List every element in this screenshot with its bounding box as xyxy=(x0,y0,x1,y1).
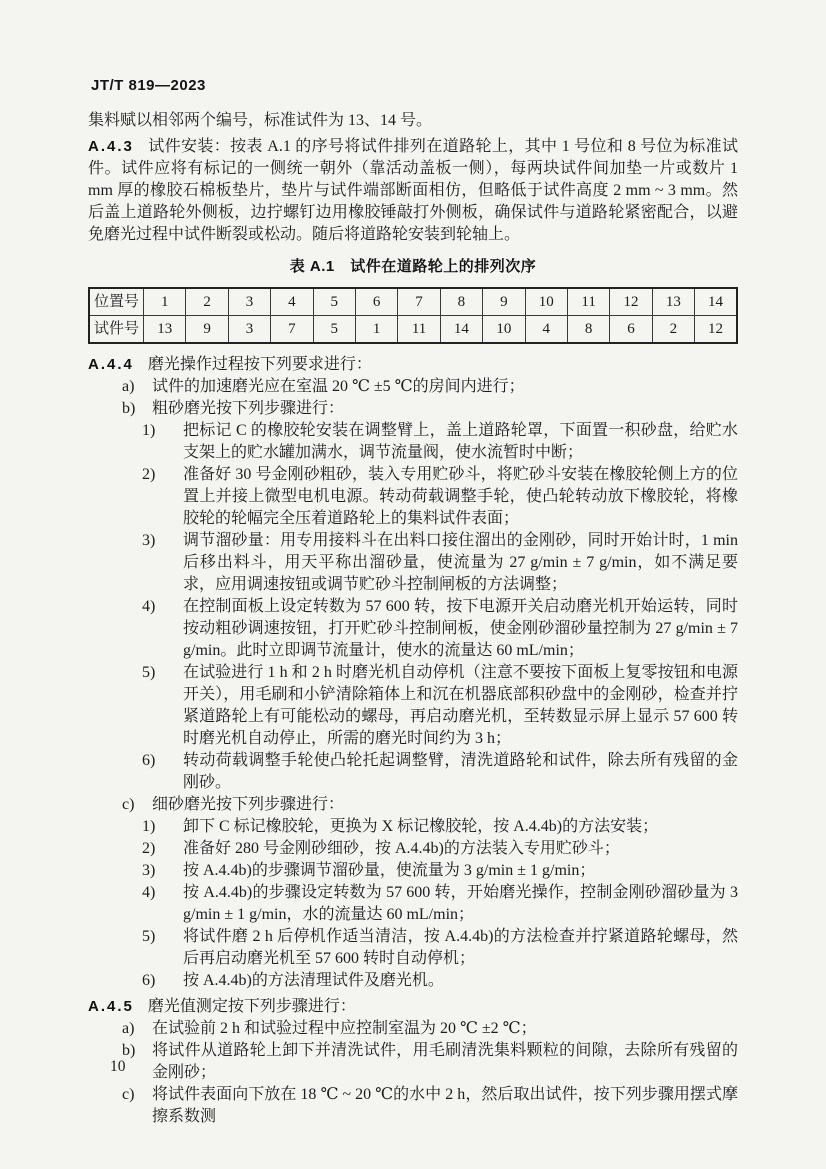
item-text: 转动荷载调整手轮使凸轮托起调整臂，清洗道路轮和试件，除去所有残留的金刚砂。 xyxy=(183,752,738,791)
table-cell: 14 xyxy=(695,288,737,316)
item-marker: 4) xyxy=(142,884,156,901)
clause-text: 试件安装：按表 A.1 的序号将试件排列在道路轮上，其中 1 号位和 8 号位为标准试件。试件应将有标记的一侧统一朝外（靠活动盖板一侧），每两块试件间加垫一片或数片 1 mm 厚的橡胶石棉板垫片，垫片与试件端部断面相仿，但略低于试件高度 2 mm ~ 3 mm。然后盖上道路轮外侧板，边拧螺钉边用橡胶锤敲打外侧板，确保试件与道路轮紧密配合，以避免磨光过程中试件断裂或松动。随后将道路轮安装到轮轴上。 xyxy=(88,138,738,243)
table-cell: 10 xyxy=(525,288,567,316)
table-cell: 10 xyxy=(483,316,525,344)
item-text: 按 A.4.4b)的步骤调节溜砂量，使流量为 3 g/min ± 1 g/min； xyxy=(183,862,596,879)
page-number: 10 xyxy=(110,1058,126,1075)
item-marker: a) xyxy=(122,378,135,395)
row-header-cell: 位置号 xyxy=(89,288,144,316)
table-cell: 1 xyxy=(144,288,186,316)
item-marker: 2) xyxy=(142,466,156,483)
item-marker: c) xyxy=(122,1086,135,1103)
item-text: 调节溜砂量：用专用接料斗在出料口接住溜出的金刚砂，同时开始计时，1 min 后移出料斗，用天平称出溜砂量，使流量为 27 g/min ± 7 g/min，如不满足要求，应用调速按钮或调节贮砂斗控制闸板的方法调整； xyxy=(183,532,738,593)
table-cell: 1 xyxy=(355,316,397,344)
item-marker: 5) xyxy=(142,928,156,945)
table-cell: 4 xyxy=(271,288,313,316)
step-item xyxy=(142,464,738,530)
item-marker: 1) xyxy=(142,818,156,835)
item-text: 将试件磨 2 h 后停机作适当清洁，按 A.4.4b)的方法检查并拧紧道路轮螺母，然后再启动磨光机至 57 600 转时自动停机； xyxy=(183,928,738,967)
table-cell: 7 xyxy=(398,288,440,316)
table-cell: 7 xyxy=(271,316,313,344)
table-row xyxy=(89,288,737,316)
table-cell: 6 xyxy=(610,316,652,344)
item-text: 细砂磨光按下列步骤进行： xyxy=(152,796,345,813)
table-cell: 6 xyxy=(355,288,397,316)
standard-number-header: JT/T 819—2023 xyxy=(91,77,206,94)
item-text: 准备好 280 号金刚砂细砂，按 A.4.4b)的方法装入专用贮砂斗； xyxy=(183,840,620,857)
item-marker: 3) xyxy=(142,532,156,549)
step-item xyxy=(142,926,738,970)
clause-text: 磨光值测定按下列步骤进行： xyxy=(147,998,356,1015)
table-cell: 3 xyxy=(228,316,270,344)
table-cell: 14 xyxy=(440,316,482,344)
step-item xyxy=(142,662,738,750)
step-item xyxy=(142,882,738,926)
step-item xyxy=(142,970,738,992)
clause-paragraph xyxy=(88,996,738,1018)
item-text: 按 A.4.4b)的步骤设定转数为 57 600 转，开始磨光操作，控制金刚砂溜砂量为 3 g/min ± 1 g/min，水的流量达 60 mL/min； xyxy=(183,884,738,923)
item-marker: 1) xyxy=(142,422,156,439)
item-text: 按 A.4.4b)的方法清理试件及磨光机。 xyxy=(183,972,444,989)
clause-number: A.4.3 xyxy=(88,138,134,155)
item-text: 卸下 C 标记橡胶轮，更换为 X 标记橡胶轮，按 A.4.4b)的方法安装； xyxy=(183,818,659,835)
list-item xyxy=(122,398,738,420)
item-text: 试件的加速磨光应在室温 20 ℃ ±5 ℃的房间内进行； xyxy=(152,378,525,395)
list-item xyxy=(122,1040,738,1084)
table-cell: 13 xyxy=(652,288,694,316)
table xyxy=(88,287,738,344)
item-text: 粗砂磨光按下列步骤进行： xyxy=(152,400,345,417)
step-item xyxy=(142,530,738,596)
step-item xyxy=(142,838,738,860)
table-cell: 13 xyxy=(144,316,186,344)
step-item xyxy=(142,420,738,464)
table-row xyxy=(89,316,737,344)
item-marker: 5) xyxy=(142,664,156,681)
item-marker: b) xyxy=(122,400,136,417)
item-marker: 4) xyxy=(142,598,156,615)
clause-paragraph xyxy=(88,136,738,246)
item-text: 在试验前 2 h 和试验过程中应控制室温为 20 ℃ ±2 ℃； xyxy=(152,1020,537,1037)
step-item xyxy=(142,860,738,882)
step-item xyxy=(142,816,738,838)
row-header-cell: 试件号 xyxy=(89,316,144,344)
list-item xyxy=(122,1018,738,1040)
table-cell: 3 xyxy=(228,288,270,316)
list-item xyxy=(122,794,738,816)
table-cell: 2 xyxy=(652,316,694,344)
step-item xyxy=(142,750,738,794)
table-cell: 12 xyxy=(610,288,652,316)
step-item xyxy=(142,596,738,662)
specimen-arrangement-table xyxy=(88,287,738,344)
item-text: 将试件从道路轮上卸下并清洗试件，用毛刷清洗集料颗粒的间隙，去除所有残留的金刚砂； xyxy=(152,1042,738,1081)
clause-paragraph xyxy=(88,354,738,376)
table-cell: 12 xyxy=(695,316,737,344)
item-text: 准备好 30 号金刚砂粗砂，装入专用贮砂斗，将贮砂斗安装在橡胶轮侧上方的位置上并接上微型电机电源。转动荷载调整手轮，使凸轮转动放下橡胶轮，将橡胶轮的轮幅完全压着道路轮上的集料试件表面； xyxy=(183,466,738,527)
table-cell: 9 xyxy=(483,288,525,316)
table-caption: 表 A.1 试件在道路轮上的排列次序 xyxy=(289,258,537,275)
table-cell: 11 xyxy=(567,288,609,316)
item-text: 把标记 C 的橡胶轮安装在调整臂上，盖上道路轮罩，下面置一积砂盘，给贮水支架上的贮水罐加满水，调节流量阀，使水流暂时中断； xyxy=(183,422,738,461)
item-marker: 6) xyxy=(142,972,156,989)
item-marker: 6) xyxy=(142,752,156,769)
item-marker: c) xyxy=(122,796,135,813)
list-item xyxy=(122,376,738,398)
item-text: 在控制面板上设定转数为 57 600 转，按下电源开关启动磨光机开始运转，同时按动粗砂调速按钮，打开贮砂斗控制闸板，使金刚砂溜砂量控制为 27 g/min ± 7 g/min。此时立即调节流量计，使水的流量达 60 mL/min； xyxy=(183,598,738,659)
table-cell: 5 xyxy=(313,316,355,344)
clause-number: A.4.4 xyxy=(88,356,134,373)
table-cell: 8 xyxy=(440,288,482,316)
item-text: 将试件表面向下放在 18 ℃ ~ 20 ℃的水中 2 h，然后取出试件，按下列步骤用摆式摩擦系数测 xyxy=(152,1086,738,1125)
list-item xyxy=(122,1084,738,1128)
item-text: 在试验进行 1 h 和 2 h 时磨光机自动停机（注意不要按下面板上复零按钮和电源开关），用毛刷和小铲清除箱体上和沉在机器底部积砂盘中的金刚砂，检查并拧紧道路轮上有可能松动的螺母，再启动磨光机，至转数显示屏上显示 57 600 转时磨光机自动停止，所需的磨光时间约为 3 h； xyxy=(183,664,738,747)
table-cell: 4 xyxy=(525,316,567,344)
table-cell: 8 xyxy=(567,316,609,344)
table-cell: 9 xyxy=(186,316,228,344)
table-cell: 5 xyxy=(313,288,355,316)
clause-text: 磨光操作过程按下列要求进行： xyxy=(147,356,372,373)
item-marker: a) xyxy=(122,1020,135,1037)
table-cell: 2 xyxy=(186,288,228,316)
item-marker: b) xyxy=(122,1042,136,1059)
intro-paragraph: 集料赋以相邻两个编号，标准试件为 13、14 号。 xyxy=(88,112,433,129)
item-marker: 3) xyxy=(142,862,156,879)
clause-number: A.4.5 xyxy=(88,998,134,1015)
content xyxy=(88,110,738,1128)
item-marker: 2) xyxy=(142,840,156,857)
table-cell: 11 xyxy=(398,316,440,344)
